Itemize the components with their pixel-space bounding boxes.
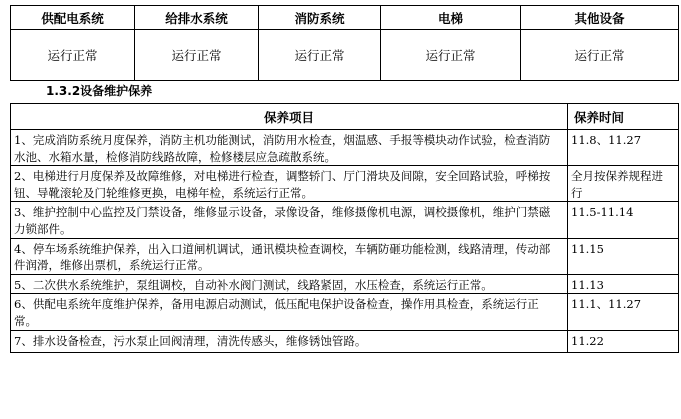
status-power-supply: 运行正常 — [11, 30, 135, 81]
maintenance-item: 5、二次供水系统维护，泵组调校，自动补水阀门测试，线路紧固，水压检查，系统运行正常。 — [11, 274, 568, 294]
maintenance-time: 11.8、11.27 — [568, 130, 679, 166]
maintenance-item: 4、停车场系统维护保养，出入口道闸机调试，通讯模块检查调校，车辆防砸功能检测，线路清理，传动部件润滑，维修出票机，系统运行正常。 — [11, 238, 568, 274]
table-row — [11, 202, 679, 238]
system-status-table — [10, 5, 679, 81]
maintenance-item: 1、完成消防系统月度保养，消防主机功能测试，消防用水检查，烟温感、手报等模块动作试验，检查消防水池、水箱水量，检修消防线路故障，检修楼层应急疏散系统。 — [11, 130, 568, 166]
header-other-equipment: 其他设备 — [521, 6, 679, 30]
maintenance-item: 7、排水设备检查，污水泵止回阀清理，清洗传感头，维修锈蚀管路。 — [11, 330, 568, 352]
maintenance-time: 11.22 — [568, 330, 679, 352]
status-elevator: 运行正常 — [381, 30, 521, 81]
header-elevator: 电梯 — [381, 6, 521, 30]
maintenance-time: 11.15 — [568, 238, 679, 274]
status-value-row — [11, 30, 679, 81]
table-row — [11, 238, 679, 274]
status-fire-system: 运行正常 — [259, 30, 381, 81]
maintenance-item: 3、维护控制中心监控及门禁设备，维修显示设备，录像设备，维修摄像机电源，调校摄像机，维护门禁磁力锁部件。 — [11, 202, 568, 238]
section-heading: 1.3.2设备维护保养 — [46, 84, 153, 98]
status-header-row — [11, 6, 679, 30]
header-fire-system: 消防系统 — [259, 6, 381, 30]
maintenance-header-row — [11, 104, 679, 130]
maintenance-table — [10, 103, 679, 353]
header-power-supply: 供配电系统 — [11, 6, 135, 30]
maintenance-item: 6、供配电系统年度维护保养，备用电源启动测试，低压配电保护设备检查，操作用具检查，系统运行正常。 — [11, 294, 568, 330]
header-maintenance-time: 保养时间 — [568, 104, 679, 130]
maintenance-time: 11.1、11.27 — [568, 294, 679, 330]
table-row — [11, 330, 679, 352]
maintenance-item: 2、电梯进行月度保养及故障维修，对电梯进行检查，调整轿门、厅门滑块及间隙，安全回路试验，呼梯按钮、导靴滚轮及门轮维修更换，电梯年检，系统运行正常。 — [11, 166, 568, 202]
table-row — [11, 274, 679, 294]
status-water-supply: 运行正常 — [135, 30, 259, 81]
maintenance-time: 11.13 — [568, 274, 679, 294]
table-row — [11, 166, 679, 202]
maintenance-time: 11.5-11.14 — [568, 202, 679, 238]
header-water-supply: 给排水系统 — [135, 6, 259, 30]
maintenance-time: 全月按保养规程进行 — [568, 166, 679, 202]
header-maintenance-item: 保养项目 — [11, 104, 568, 130]
status-other-equipment: 运行正常 — [521, 30, 679, 81]
table-row — [11, 130, 679, 166]
table-row — [11, 294, 679, 330]
